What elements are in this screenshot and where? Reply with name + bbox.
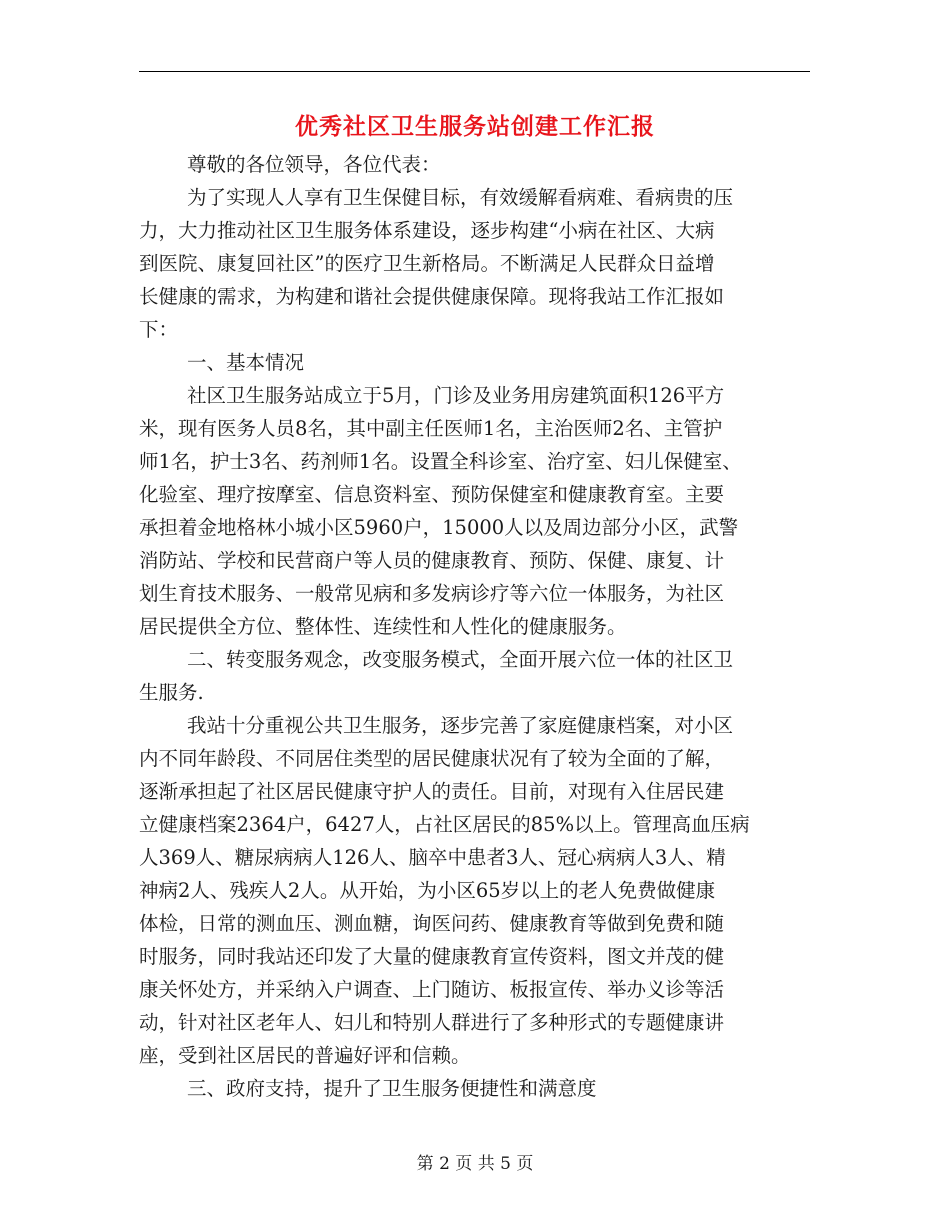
body-line: 逐渐承担起了社区居民健康守护人的责任。目前，对现有入住居民建: [139, 780, 725, 803]
page-number-footer: 第 2 页 共 5 页: [416, 1154, 534, 1174]
body-line: 我站十分重视公共卫生服务，逐步完善了家庭健康档案，对小区: [187, 714, 734, 737]
body-line: 内不同年龄段、不同居住类型的居民健康状况有了较为全面的了解，: [139, 747, 725, 770]
body-line: 一、基本情况: [187, 351, 305, 374]
body-line: 体检，日常的测血压、测血糖，询医问药、健康教育等做到免费和随: [139, 912, 725, 935]
body-line: 时服务，同时我站还印发了大量的健康教育宣传资料，图文并茂的健: [139, 945, 725, 968]
body-line: 生服务.: [139, 681, 204, 704]
body-line: 承担着金地格林小城小区5960户，15000人以及周边部分小区，武警: [139, 516, 739, 539]
body-line: 座，受到社区居民的普遍好评和信赖。: [139, 1044, 471, 1067]
body-line: 康关怀处方，并采纳入户调查、上门随访、板报宣传、举办义诊等活: [139, 978, 725, 1001]
body-line: 尊敬的各位领导，各位代表：: [187, 153, 441, 176]
body-line: 人369人、糖尿病病人126人、脑卒中患者3人、冠心病病人3人、精: [139, 846, 726, 869]
document-body: [139, 148, 814, 1105]
body-line: 到医院、康复回社区”的医疗卫生新格局。不断满足人民群众日益增: [139, 252, 715, 275]
body-line: 三、政府支持，提升了卫生服务便捷性和满意度: [187, 1077, 597, 1100]
body-line: 米，现有医务人员8名，其中副主任医师1名，主治医师2名、主管护: [139, 417, 723, 440]
document-title: 优秀社区卫生服务站创建工作汇报: [295, 113, 655, 140]
body-line: 化验室、理疗按摩室、信息资料室、预防保健室和健康教育室。主要: [139, 483, 725, 506]
body-line: 下：: [139, 318, 179, 341]
body-line: 居民提供全方位、整体性、连续性和人性化的健康服务。: [139, 615, 627, 638]
body-line: 为了实现人人享有卫生保健目标，有效缓解看病难、看病贵的压: [187, 186, 734, 209]
body-line: 消防站、学校和民营商户等人员的健康教育、预防、保健、康复、计: [139, 549, 725, 572]
body-line: 力，大力推动社区卫生服务体系建设，逐步构建“小病在社区、大病: [139, 219, 715, 242]
body-line: 长健康的需求，为构建和谐社会提供健康保障。现将我站工作汇报如: [139, 285, 725, 308]
body-line: 社区卫生服务站成立于5月，门诊及业务用房建筑面积126平方: [187, 384, 725, 407]
body-line: 划生育技术服务、一般常见病和多发病诊疗等六位一体服务，为社区: [139, 582, 725, 605]
body-line: 二、转变服务观念，改变服务模式，全面开展六位一体的社区卫: [187, 648, 734, 671]
body-line: 动，针对社区老年人、妇儿和特别人群进行了多种形式的专题健康讲: [139, 1011, 725, 1034]
header-rule: [139, 71, 810, 72]
body-line: 师1名，护士3名、药剂师1名。设置全科诊室、治疗室、妇儿保健室、: [139, 450, 742, 473]
body-line: 立健康档案2364户，6427人，占社区居民的85%以上。管理高血压病: [139, 813, 750, 836]
body-line: 神病2人、残疾人2人。从开始，为小区65岁以上的老人免费做健康: [139, 879, 716, 902]
